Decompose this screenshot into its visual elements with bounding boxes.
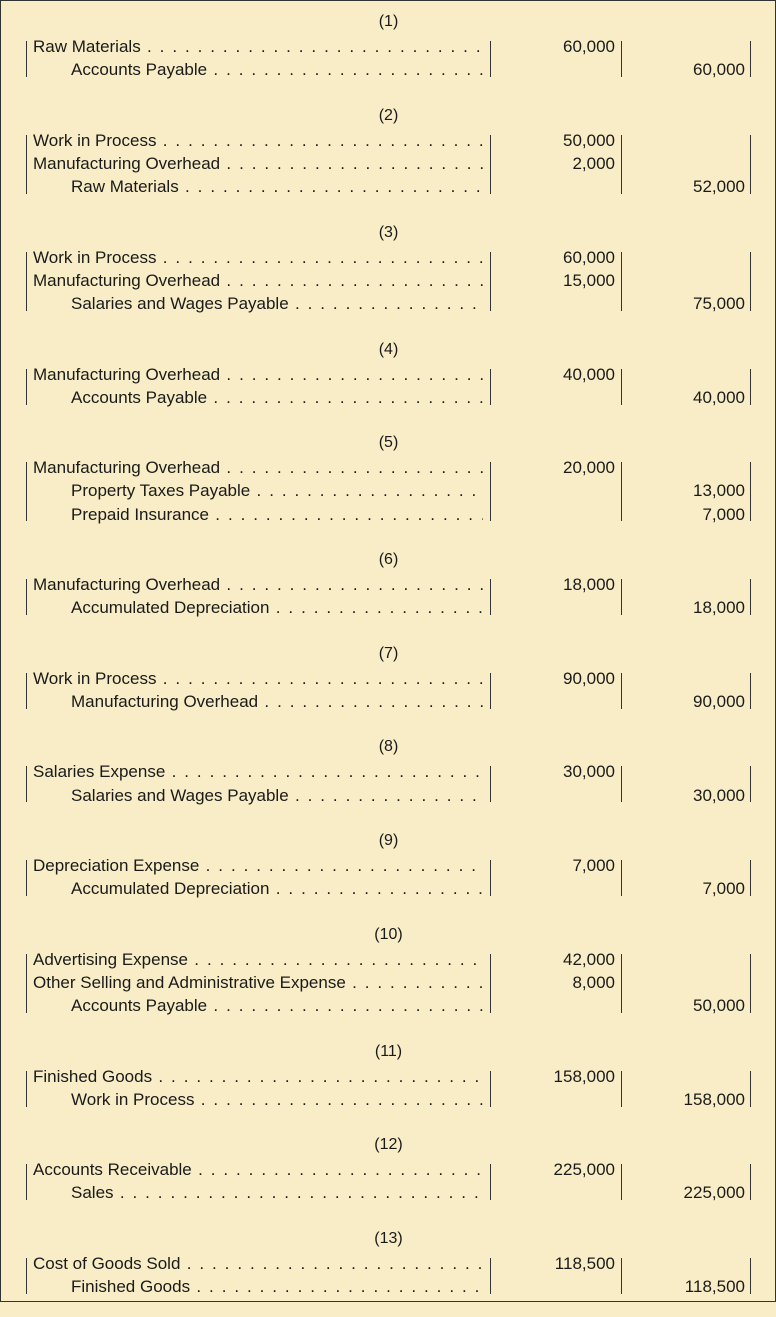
journal-line	[1, 269, 775, 292]
journal-line	[1, 58, 775, 81]
journal-entry	[1, 428, 775, 545]
debit-amount: 7,000	[572, 855, 615, 875]
journal-line	[1, 503, 775, 526]
entry-lines	[1, 573, 775, 619]
entry-lines	[1, 948, 775, 1018]
journal-line	[1, 1275, 775, 1298]
debit-amount: 50,000	[563, 130, 615, 150]
journal-entry	[1, 1130, 775, 1224]
account-name: Accounts Payable . . .	[71, 994, 483, 1017]
credit-amount: 52,000	[693, 176, 745, 196]
journal-line	[1, 690, 775, 713]
journal-entry	[1, 1037, 775, 1131]
journal-line	[1, 363, 775, 386]
entry-number: (6)	[378, 551, 399, 569]
account-name: Accounts Receivable . . .	[33, 1158, 483, 1181]
entry-lines	[1, 363, 775, 409]
entry-number: (4)	[378, 340, 399, 358]
journal-entry	[1, 101, 775, 218]
account-name: Work in Process . . .	[33, 246, 483, 269]
debit-amount: 225,000	[553, 1160, 615, 1180]
entry-number: (8)	[378, 738, 399, 756]
credit-amount: 7,000	[702, 879, 745, 899]
credit-amount: 118,500	[684, 1276, 745, 1296]
entry-number: (13)	[374, 1229, 403, 1247]
credit-amount: 18,000	[693, 598, 745, 618]
journal-entry-list	[1, 7, 775, 1317]
debit-amount: 60,000	[563, 37, 615, 56]
entry-number: (9)	[378, 831, 399, 849]
account-name: Raw Materials . . .	[71, 175, 483, 198]
debit-amount: 15,000	[563, 270, 615, 290]
credit-amount: 30,000	[693, 785, 745, 805]
debit-amount: 60,000	[563, 247, 615, 267]
entry-number: (3)	[378, 223, 399, 241]
entry-number: (12)	[374, 1136, 403, 1154]
account-name: Salaries and Wages Payable . . .	[71, 292, 483, 315]
entry-number: (5)	[378, 434, 399, 452]
journal-entry	[1, 826, 775, 920]
account-name: Accumulated Depreciation . . .	[71, 596, 483, 619]
account-name: Work in Process . . .	[33, 667, 483, 690]
journal-line	[1, 292, 775, 315]
journal-line	[1, 1181, 775, 1204]
journal-line	[1, 246, 775, 269]
credit-amount: 40,000	[693, 387, 745, 407]
journal-line	[1, 1158, 775, 1181]
journal-line	[1, 760, 775, 783]
journal-line	[1, 1088, 775, 1111]
account-name: Advertising Expense . . .	[33, 948, 483, 971]
journal-line	[1, 596, 775, 619]
journal-line	[1, 1252, 775, 1275]
entry-number: (1)	[378, 13, 399, 30]
credit-amount: 158,000	[683, 1089, 745, 1109]
account-name: Accounts Payable . . .	[71, 58, 483, 81]
journal-entry	[1, 1224, 775, 1317]
entry-number: (10)	[374, 925, 403, 943]
journal-entry	[1, 218, 775, 335]
journal-line	[1, 1065, 775, 1088]
entry-lines	[1, 456, 775, 526]
entry-lines	[1, 854, 775, 900]
account-name: Prepaid Insurance . . .	[71, 503, 483, 526]
account-name: Cost of Goods Sold . . .	[33, 1252, 483, 1275]
account-name: Salaries and Wages Payable . . .	[71, 784, 483, 807]
journal-line	[1, 386, 775, 409]
debit-amount: 18,000	[563, 575, 615, 595]
journal-line	[1, 175, 775, 198]
journal-line	[1, 784, 775, 807]
credit-amount: 75,000	[693, 293, 745, 313]
entry-lines	[1, 35, 775, 81]
journal-line	[1, 948, 775, 971]
entry-number: (7)	[378, 644, 399, 662]
journal-entry	[1, 639, 775, 733]
journal-line	[1, 152, 775, 175]
journal-line	[1, 971, 775, 994]
debit-amount: 90,000	[563, 668, 615, 688]
debit-amount: 42,000	[563, 949, 615, 969]
account-name: Work in Process . . .	[71, 1088, 483, 1111]
account-name: Salaries Expense . . .	[33, 760, 483, 783]
journal-entry	[1, 545, 775, 639]
debit-amount: 118,500	[554, 1253, 615, 1273]
debit-amount: 30,000	[563, 762, 615, 782]
account-name: Finished Goods . . .	[71, 1275, 483, 1298]
account-name: Manufacturing Overhead . . .	[33, 269, 483, 292]
credit-amount: 50,000	[693, 995, 745, 1015]
account-name: Work in Process . . .	[33, 129, 483, 152]
account-name: Accounts Payable . . .	[71, 386, 483, 409]
journal-entry	[1, 920, 775, 1037]
credit-amount: 13,000	[693, 481, 745, 501]
journal-line	[1, 479, 775, 502]
debit-amount: 2,000	[572, 153, 615, 173]
journal-line	[1, 854, 775, 877]
journal-line	[1, 456, 775, 479]
debit-amount: 158,000	[553, 1066, 615, 1086]
entry-lines	[1, 1252, 775, 1298]
journal-entry	[1, 7, 775, 101]
journal-line	[1, 877, 775, 900]
entry-number: (2)	[378, 106, 399, 124]
journal-entry	[1, 335, 775, 429]
account-name: Manufacturing Overhead . . .	[33, 456, 483, 479]
entry-lines	[1, 1065, 775, 1111]
credit-amount: 225,000	[683, 1183, 745, 1203]
account-name: Accumulated Depreciation . . .	[71, 877, 483, 900]
account-name: Raw Materials . . .	[33, 35, 483, 58]
entry-lines	[1, 1158, 775, 1204]
journal-line	[1, 129, 775, 152]
credit-amount: 60,000	[693, 60, 745, 80]
account-name: Depreciation Expense . . .	[33, 854, 483, 877]
credit-amount: 90,000	[693, 691, 745, 711]
account-name: Manufacturing Overhead . . .	[71, 690, 483, 713]
journal-line	[1, 35, 775, 58]
journal-line	[1, 573, 775, 596]
journal-line	[1, 994, 775, 1017]
account-name: Manufacturing Overhead . . .	[33, 573, 483, 596]
debit-amount: 40,000	[563, 364, 615, 384]
account-name: Property Taxes Payable . . .	[71, 479, 483, 502]
entry-number: (11)	[374, 1042, 403, 1060]
debit-amount: 20,000	[563, 458, 615, 478]
credit-amount: 7,000	[702, 504, 745, 524]
account-name: Manufacturing Overhead . . .	[33, 363, 483, 386]
entry-lines	[1, 667, 775, 713]
debit-amount: 8,000	[572, 972, 615, 992]
entry-lines	[1, 129, 775, 199]
account-name: Other Selling and Administrative Expense . . .	[33, 971, 483, 994]
journal-entry	[1, 732, 775, 826]
account-name: Manufacturing Overhead . . .	[33, 152, 483, 175]
entry-lines	[1, 760, 775, 806]
account-name: Sales . . .	[71, 1181, 483, 1204]
journal-line	[1, 667, 775, 690]
entry-lines	[1, 246, 775, 316]
account-name: Finished Goods . . .	[33, 1065, 483, 1088]
